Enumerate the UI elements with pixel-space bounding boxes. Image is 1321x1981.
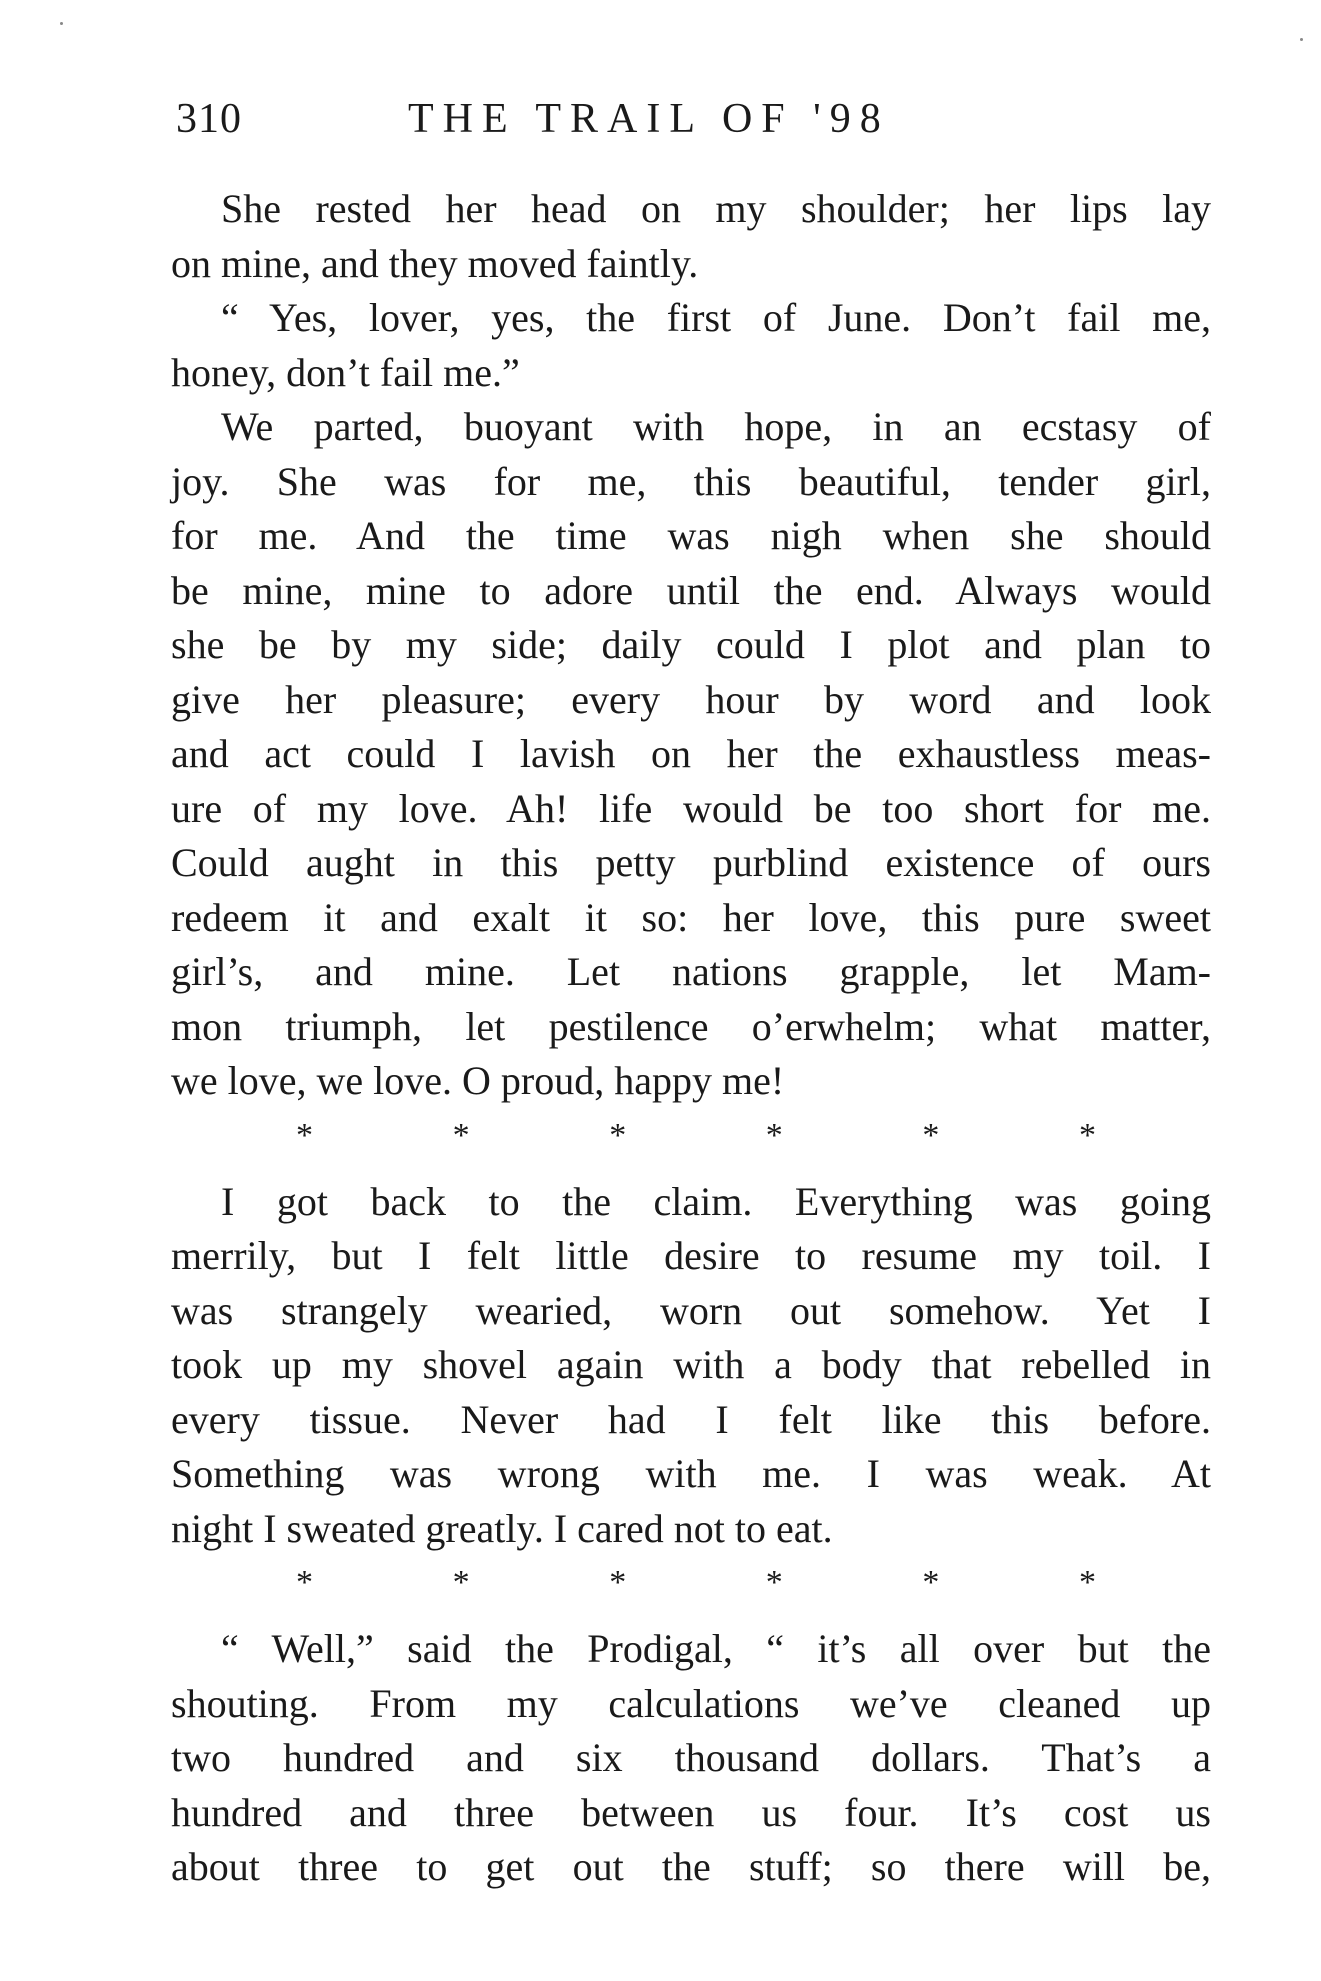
text-line: and act could I lavish on her the exhaustless meas- — [171, 731, 1211, 776]
text-line: “ Well,” said the Prodigal, “ it’s all over but the — [221, 1626, 1211, 1671]
text-line: about three to get out the stuff; so there will be, — [171, 1844, 1211, 1889]
text-line: two hundred and six thousand dollars. That’s a — [171, 1735, 1211, 1780]
paragraph — [171, 1175, 1211, 1557]
text-line: shouting. From my calculations we’ve cleaned up — [171, 1680, 1211, 1726]
text-line: redeem it and exalt it so: her love, this pure sweet — [171, 894, 1211, 940]
paragraph — [171, 291, 1211, 400]
paragraph — [171, 182, 1211, 291]
asterisk: * — [922, 1116, 940, 1154]
speck — [60, 22, 63, 25]
asterisk: * — [609, 1564, 627, 1601]
spacer — [171, 1163, 1211, 1175]
text-line: ure of my love. Ah! life would be too short for me. — [171, 785, 1211, 831]
body-text — [171, 182, 1211, 1895]
paragraph — [171, 1622, 1211, 1895]
text-line: be mine, mine to adore until the end. Always would — [171, 567, 1211, 613]
text-line: girl’s, and mine. Let nations grapple, let Mam- — [171, 949, 1211, 994]
text-line: “ Yes, lover, yes, the first of June. Don’t fail me, — [221, 295, 1211, 340]
running-title: THE TRAIL OF '98 — [408, 96, 890, 142]
speck — [1300, 38, 1303, 41]
text-line: merrily, but I felt little desire to resume my toil. I — [171, 1233, 1211, 1278]
asterisk: * — [296, 1564, 313, 1601]
page-header — [176, 95, 1206, 155]
text-line: night I sweated greatly. I cared not to eat. — [171, 1505, 833, 1551]
asterisk: * — [765, 1564, 783, 1601]
page-number: 310 — [176, 96, 242, 142]
section-separator — [296, 1109, 1096, 1163]
text-line: took up my shovel again with a body that rebelled in — [171, 1342, 1211, 1387]
asterisk: * — [296, 1116, 313, 1154]
text-line: every tissue. Never had I felt like this before. — [171, 1396, 1211, 1442]
text-line: give her pleasure; every hour by word and look — [171, 676, 1211, 722]
text-line: was strangely wearied, worn out somehow. Yet I — [171, 1287, 1211, 1333]
text-line: honey, don’t fail me.” — [171, 349, 520, 395]
text-line: I got back to the claim. Everything was going — [221, 1178, 1211, 1224]
text-line: for me. And the time was nigh when she should — [171, 513, 1211, 558]
asterisk: * — [452, 1116, 470, 1154]
asterisk: * — [922, 1564, 940, 1601]
text-line: she be by my side; daily could I plot and plan to — [171, 622, 1211, 667]
text-line: on mine, and they moved faintly. — [171, 240, 699, 286]
asterisk: * — [452, 1564, 470, 1601]
text-line: mon triumph, let pestilence o’erwhelm; what matter, — [171, 1003, 1211, 1049]
asterisk: * — [765, 1116, 783, 1154]
asterisk: * — [1078, 1116, 1096, 1154]
section-separator — [296, 1556, 1096, 1610]
asterisk: * — [1078, 1564, 1096, 1601]
text-line: Could aught in this petty purblind existence of ours — [171, 840, 1211, 885]
text-line: She rested her head on my shoulder; her lips lay — [221, 186, 1211, 231]
text-line: hundred and three between us four. It’s cost us — [171, 1789, 1211, 1835]
asterisk: * — [609, 1116, 627, 1154]
text-line: We parted, buoyant with hope, in an ecstasy of — [221, 404, 1211, 449]
text-line: joy. She was for me, this beautiful, tender girl, — [171, 458, 1211, 504]
text-line: Something was wrong with me. I was weak. At — [171, 1451, 1211, 1496]
spacer — [171, 1610, 1211, 1622]
text-line: we love, we love. O proud, happy me! — [171, 1058, 785, 1103]
paragraph — [171, 400, 1211, 1109]
